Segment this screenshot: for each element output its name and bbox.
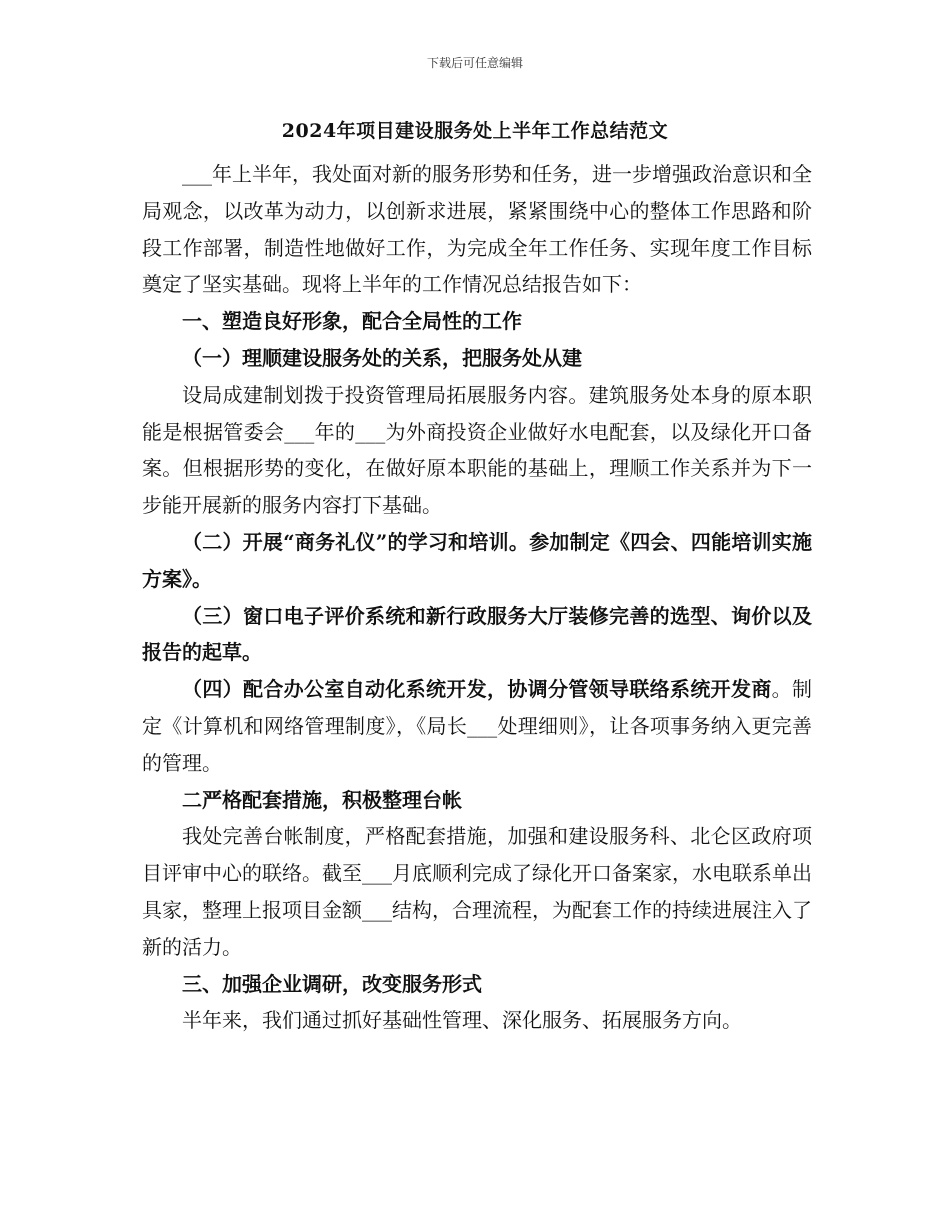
intro-paragraph: ___年上半年，我处面对新的服务形势和任务，进一步增强政治意识和全局观念，以改革为动力，以创新求进展，紧紧围绕中心的整体工作思路和阶段工作部署，制造性地做好工作，为完成全年工作任务、实现年度工作目标奠定了坚实基础。现将上半年的工作情况总结报告如下： — [142, 162, 812, 297]
document-title: 2024年项目建设服务处上半年工作总结范文 — [281, 120, 669, 142]
page-header-note: 下载后可任意编辑 — [426, 56, 523, 70]
section-1-1-body: 设局成建制划拨于投资管理局拓展服务内容。建筑服务处本身的原本职能是根据管委会___年的___为外商投资企业做好水电配套，以及绿化开口备案。但根据形势的变化，在做好原本职能的基础上，理顺工作关系并为下一步能开展新的服务内容打下基础。 — [142, 382, 812, 518]
document-body — [142, 156, 812, 1039]
section-3-heading: 三、加强企业调研，改变服务形式 — [182, 971, 482, 996]
section-1-3-paragraph: （三）窗口电子评价系统和新行政服务大厅装修完善的选型、询价以及报告的起草。 — [142, 603, 812, 665]
section-1-2-paragraph: （二）开展“商务礼仪”的学习和培训。参加制定《四会、四能培训实施方案》。 — [142, 529, 812, 591]
section-2-body: 我处完善台帐制度，严格配套措施，加强和建设服务科、北仑区政府项目评审中心的联络。截至___月底顺利完成了绿化开口备案家，水电联系单出具家，整理上报项目金额___结构，合理流程，为配套工作的持续进展注入了新的活力。 — [142, 824, 812, 959]
section-2-heading: 二严格配套措施，积极整理台帐 — [182, 787, 462, 812]
section-1-heading: 一、塑造良好形象，配合全局性的工作 — [182, 309, 522, 334]
section-1-4-rest: 。制定《计算机和网络管理制度》，《局长___处理细则》，让各项事务纳入更完善的管理。 — [142, 677, 813, 775]
section-1-4-paragraph — [142, 671, 812, 781]
section-1-1-heading: （一）理顺建设服务处的关系，把服务处从建 — [182, 345, 582, 370]
section-3-body: 半年来，我们通过抓好基础性管理、深化服务、拓展服务方向。 — [182, 1008, 742, 1033]
section-1-4-bold-lead: （四）配合办公室自动化系统开发，协调分管领导联络系统开发商 — [182, 677, 772, 702]
